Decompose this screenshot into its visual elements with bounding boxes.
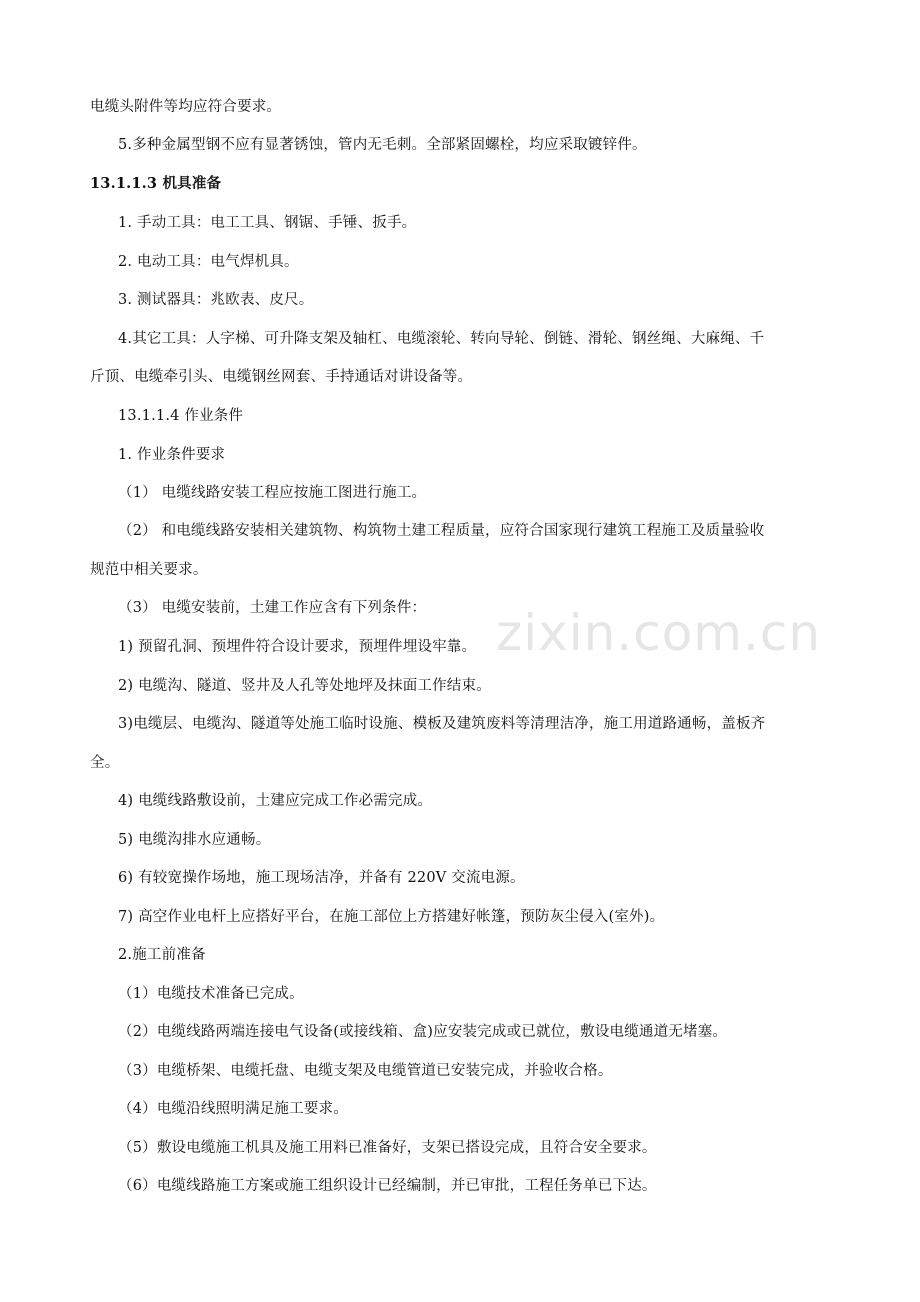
text-line: 斤顶、电缆牵引头、电缆钢丝网套、手持通话对讲设备等。: [90, 369, 473, 385]
text-line: 1. 作业条件要求: [118, 447, 226, 463]
text-line: 5) 电缆沟排水应通畅。: [118, 832, 271, 848]
text-line: 2. 电动工具：电气焊机具。: [118, 254, 299, 270]
text-line: （3） 电缆安装前，土建工作应含有下列条件：: [118, 600, 427, 616]
text-line: 全。: [90, 755, 120, 771]
text-line: 1) 预留孔洞、预埋件符合设计要求，预埋件埋设牢靠。: [118, 639, 477, 655]
section-heading: 13.1.1.4 作业条件: [118, 408, 244, 424]
text-line: 6) 有较宽操作场地，施工现场洁净，并备有 220V 交流电源。: [118, 870, 525, 886]
text-line: 5.多种金属型钢不应有显著锈蚀，管内无毛刺。全部紧固螺栓，均应采取镀锌件。: [118, 137, 647, 153]
text-line: （3）电缆桥架、电缆托盘、电缆支架及电缆管道已安装完成，并验收合格。: [118, 1063, 613, 1079]
text-line: （1） 电缆线路安装工程应按施工图进行施工。: [118, 485, 427, 501]
text-line: 7) 高空作业电杆上应搭好平台，在施工部位上方搭建好帐篷，预防灰尘侵入(室外)。: [118, 909, 665, 925]
text-line: 电缆头附件等均应符合要求。: [90, 99, 282, 115]
text-line: （2） 和电缆线路安装相关建筑物、构筑物土建工程质量，应符合国家现行建筑工程施工及质量验收: [118, 523, 765, 539]
text-line: （1）电缆技术准备已完成。: [118, 986, 304, 1002]
text-line: （4）电缆沿线照明满足施工要求。: [118, 1101, 348, 1117]
text-line: 规范中相关要求。: [90, 562, 208, 578]
section-heading: 2.施工前准备: [118, 947, 206, 963]
text-line: （6）电缆线路施工方案或施工组织设计已经编制，并已审批，工程任务单已下达。: [118, 1178, 657, 1194]
text-line: 2) 电缆沟、隧道、竖井及人孔等处地坪及抹面工作结束。: [118, 678, 491, 694]
text-line: 3)电缆层、电缆沟、隧道等处施工临时设施、模板及建筑废料等清理洁净，施工用道路通畅，盖板齐: [118, 716, 766, 732]
text-line: 4) 电缆线路敷设前，土建应完成工作必需完成。: [118, 793, 433, 809]
section-heading: 13.1.1.3 机具准备: [90, 175, 222, 192]
text-line: 4.其它工具：人字梯、可升降支架及轴杠、电缆滚轮、转向导轮、倒链、滑轮、钢丝绳、大麻绳、千: [118, 331, 765, 347]
text-line: 3. 测试器具：兆欧表、皮尺。: [118, 292, 314, 308]
text-line: （2）电缆线路两端连接电气设备(或接线箱、盒)应安装完成或已就位，敷设电缆通道无堵塞。: [118, 1024, 728, 1040]
text-line: （5）敷设电缆施工机具及施工用料已准备好，支架已搭设完成，且符合安全要求。: [118, 1140, 657, 1156]
text-line: 1. 手动工具：电工工具、钢锯、手锤、扳手。: [118, 215, 417, 231]
watermark: zixin.com.cn: [496, 604, 822, 662]
